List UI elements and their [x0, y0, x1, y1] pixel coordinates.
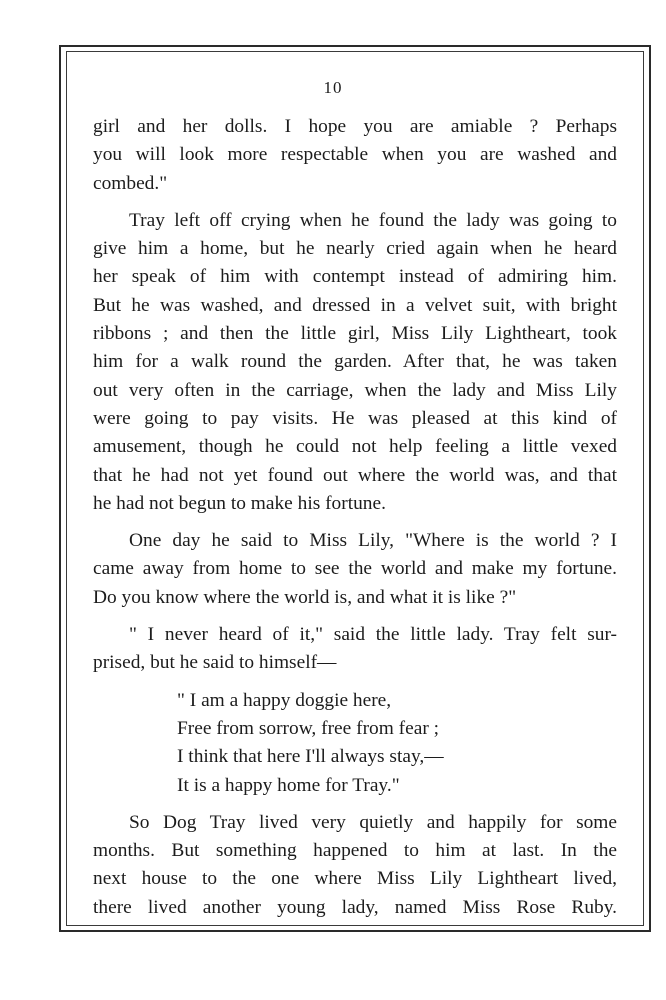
- text-line: there lived another young lady, named Miss Rose Ruby.: [93, 896, 617, 918]
- text-line: combed.": [93, 172, 168, 194]
- paragraph-1: [93, 113, 617, 198]
- text-line: Tray left off crying when he found the lady was going to: [129, 209, 617, 231]
- text-line: were going to pay visits. He was pleased at this kind of: [93, 407, 617, 429]
- text-line: ribbons ; and then the little girl, Miss Lily Lightheart, took: [93, 323, 617, 345]
- paragraph-gap: [93, 678, 617, 687]
- text-line: him for a walk round the garden. After that, he was taken: [93, 351, 617, 373]
- paragraph-gap: [93, 518, 617, 527]
- paragraph-gap: [93, 800, 617, 809]
- page-body: [93, 113, 617, 922]
- text-line: her speak of him with contempt instead of admiring him.: [93, 266, 617, 288]
- text-line: girl and her dolls. I hope you are amiable ? Perhaps: [93, 116, 617, 137]
- text-line: So Dog Tray lived very quietly and happily for some: [129, 811, 617, 833]
- text-line: give him a home, but he nearly cried again when he heard: [93, 238, 617, 260]
- text-line: But he was washed, and dressed in a velvet suit, with bright: [93, 294, 617, 316]
- text-line: amusement, though he could not help feeling a little vexed: [93, 436, 617, 458]
- paragraph-4: [93, 621, 617, 678]
- paragraph-gap: [93, 198, 617, 207]
- paragraph-gap: [93, 612, 617, 621]
- text-line: that he had not yet found out where the world was, and that: [93, 464, 617, 486]
- paragraph-2: [93, 207, 617, 518]
- paragraph-5: [93, 809, 617, 922]
- verse-line: " I am a happy doggie here,: [177, 689, 392, 711]
- text-line: you will look more respectable when you are washed and: [93, 144, 617, 166]
- page-number: 10: [323, 78, 343, 97]
- text-line: came away from home to see the world and make my fortune.: [93, 558, 617, 580]
- verse: [93, 687, 617, 800]
- text-line: he had not begun to make his fortune.: [93, 492, 386, 514]
- text-line: " I never heard of it," said the little lady. Tray felt sur-: [129, 624, 617, 646]
- verse-line: It is a happy home for Tray.": [177, 774, 400, 796]
- paragraph-3: [93, 527, 617, 612]
- text-line: months. But something happened to him at last. In the: [93, 840, 617, 862]
- text-line: prised, but he said to himself—: [93, 652, 337, 674]
- text-line: One day he said to Miss Lily, "Where is the world ? I: [129, 530, 617, 552]
- verse-line: Free from sorrow, free from fear ;: [177, 717, 440, 739]
- text-line: next house to the one where Miss Lily Lightheart lived,: [93, 868, 617, 890]
- text-line: Do you know where the world is, and what it is like ?": [93, 586, 517, 608]
- text-line: out very often in the carriage, when the lady and Miss Lily: [93, 379, 617, 401]
- verse-line: I think that here I'll always stay,—: [177, 746, 444, 768]
